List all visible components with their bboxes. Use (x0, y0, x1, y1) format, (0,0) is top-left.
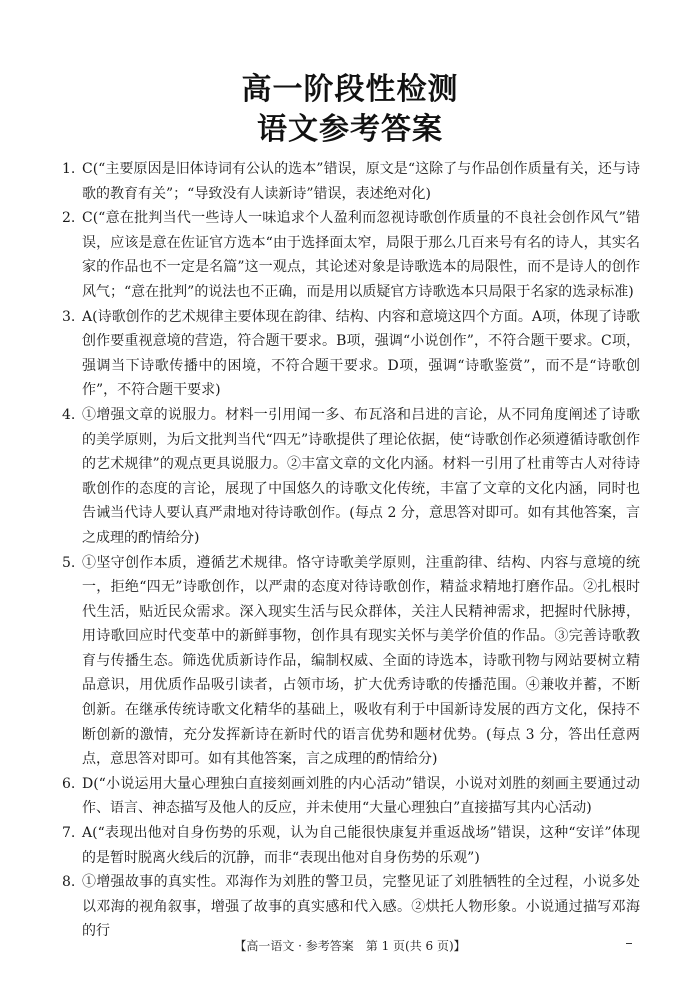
answer-text: A(诗歌创作的艺术规律主要体现在韵律、结构、内容和意境这四个方面。A项，体现了诗歌创作要重视意境的营造，符合题干要求。B项，强调“小说创作”，不符合题干要求。C项，强调当下诗歌传播中的困境，不符合题干要求。D项，强调“诗歌鉴赏”，而不是“诗歌创作”，不符合题干要求) (82, 308, 640, 399)
page-subtitle: 语文参考答案 (257, 112, 443, 147)
answer-text: C(“主要原因是旧体诗词有公认的选本”错误，原文是“这除了与作品创作质量有关，还与诗歌的教育有关”；“导致没有人读新诗”错误，表述绝对化) (82, 161, 640, 202)
page-title: 高一阶段性检测 (241, 72, 459, 107)
answer-number: 8. (62, 874, 76, 891)
answer-text: C(“意在批判当代一些诗人一味追求个人盈利而忽视诗歌创作质量的不良社会创作风气”错误，应该是意在佐证官方选本“由于选择面太窄，局限于那么几百来号有名的诗人，其实名家的作品也不一定是名篇”这一观点，其论述对象是诗歌选本的局限性，而不是诗人的创作风气；“意在批判”的说法也不正确，而是用以质疑官方诗歌选本只局限于名家的选录标准) (82, 210, 640, 300)
answer-number: 6. (62, 775, 76, 792)
answer-item-1 (62, 157, 640, 206)
answer-text: ①增强文章的说服力。材料一引用闻一多、布瓦洛和吕进的言论，从不同角度阐述了诗歌的美学原则，为后文批判当代“四无”诗歌提供了理论依据，使“诗歌创作必须遵循诗歌创作的艺术规律”的观点更具说服力。②丰富文章的文化内涵。材料一引用了杜甫等古人对待诗歌创作的态度的言论，展现了中国悠久的诗歌文化传统，丰富了文章的文化内涵，同时也告诫当代诗人要认真严肃地对待诗歌创作。(每点 2 分，意思答对即可。如有其他答案，言之成理的酌情给分) (82, 406, 640, 546)
answer-item-8 (62, 870, 640, 944)
answer-item-4 (62, 403, 640, 551)
answer-number: 7. (62, 825, 76, 842)
answer-text: ①坚守创作本质，遵循艺术规律。恪守诗歌美学原则，注重韵律、结构、内容与意境的统一，拒绝“四无”诗歌创作，以严肃的态度对待诗歌创作，精益求精地打磨作品。②扎根时代生活，贴近民众需求。深入现实生活与民众群体，关注人民精神需求，把握时代脉搏，用诗歌回应时代变革中的新鲜事物，创作具有现实关怀与美学价值的作品。③完善诗歌教育与传播生态。筛选优质新诗作品，编制权威、全面的诗选本，诗歌刊物与网站要树立精品意识，用优质作品吸引读者，占领市场，扩大优秀诗歌的传播范围。④兼收并蓄，不断创新。在继承传统诗歌文化精华的基础上，吸收有利于中国新诗发展的西方文化，保持不断创新的激情，充分发挥新诗在新时代的语言优势和题材优势。(每点 3 分，答出任意两点，意思答对即可。如有其他答案，言之成理的酌情给分) (82, 554, 640, 768)
answer-number: 4. (62, 406, 76, 423)
answer-item-5 (62, 551, 640, 772)
answer-number: 1. (62, 161, 76, 177)
answer-number: 5. (62, 554, 76, 571)
answer-number: 2. (62, 210, 76, 227)
answer-text: ①增强故事的真实性。邓海作为刘胜的警卫员，完整见证了刘胜牺牲的全过程，小说多处以邓海的视角叙事，增强了故事的真实感和代入感。②烘托人物形象。小说通过描写邓海的行 (82, 874, 640, 940)
answer-number: 3. (62, 308, 76, 325)
answer-list (62, 157, 640, 944)
answer-item-6 (62, 772, 640, 821)
page-footer: 【高一语文 · 参考答案 第 1 页(共 6 页)】 (234, 939, 466, 953)
corner-mark (626, 943, 632, 944)
answer-item-3 (62, 305, 640, 403)
answer-item-2 (62, 206, 640, 304)
answer-text: D(“小说运用大量心理独白直接刻画刘胜的内心活动”错误，小说对刘胜的刻画主要通过动作、语言、神态描写及他人的反应，并未使用“大量心理独白”直接描写其内心活动) (82, 775, 640, 817)
answer-text: A(“表现出他对自身伤势的乐观，认为自己能很快康复并重返战场”错误，这种“安详”体现的是暂时脱离火线后的沉静，而非“表现出他对自身伤势的乐观”) (82, 825, 640, 866)
answer-item-7 (62, 821, 640, 870)
